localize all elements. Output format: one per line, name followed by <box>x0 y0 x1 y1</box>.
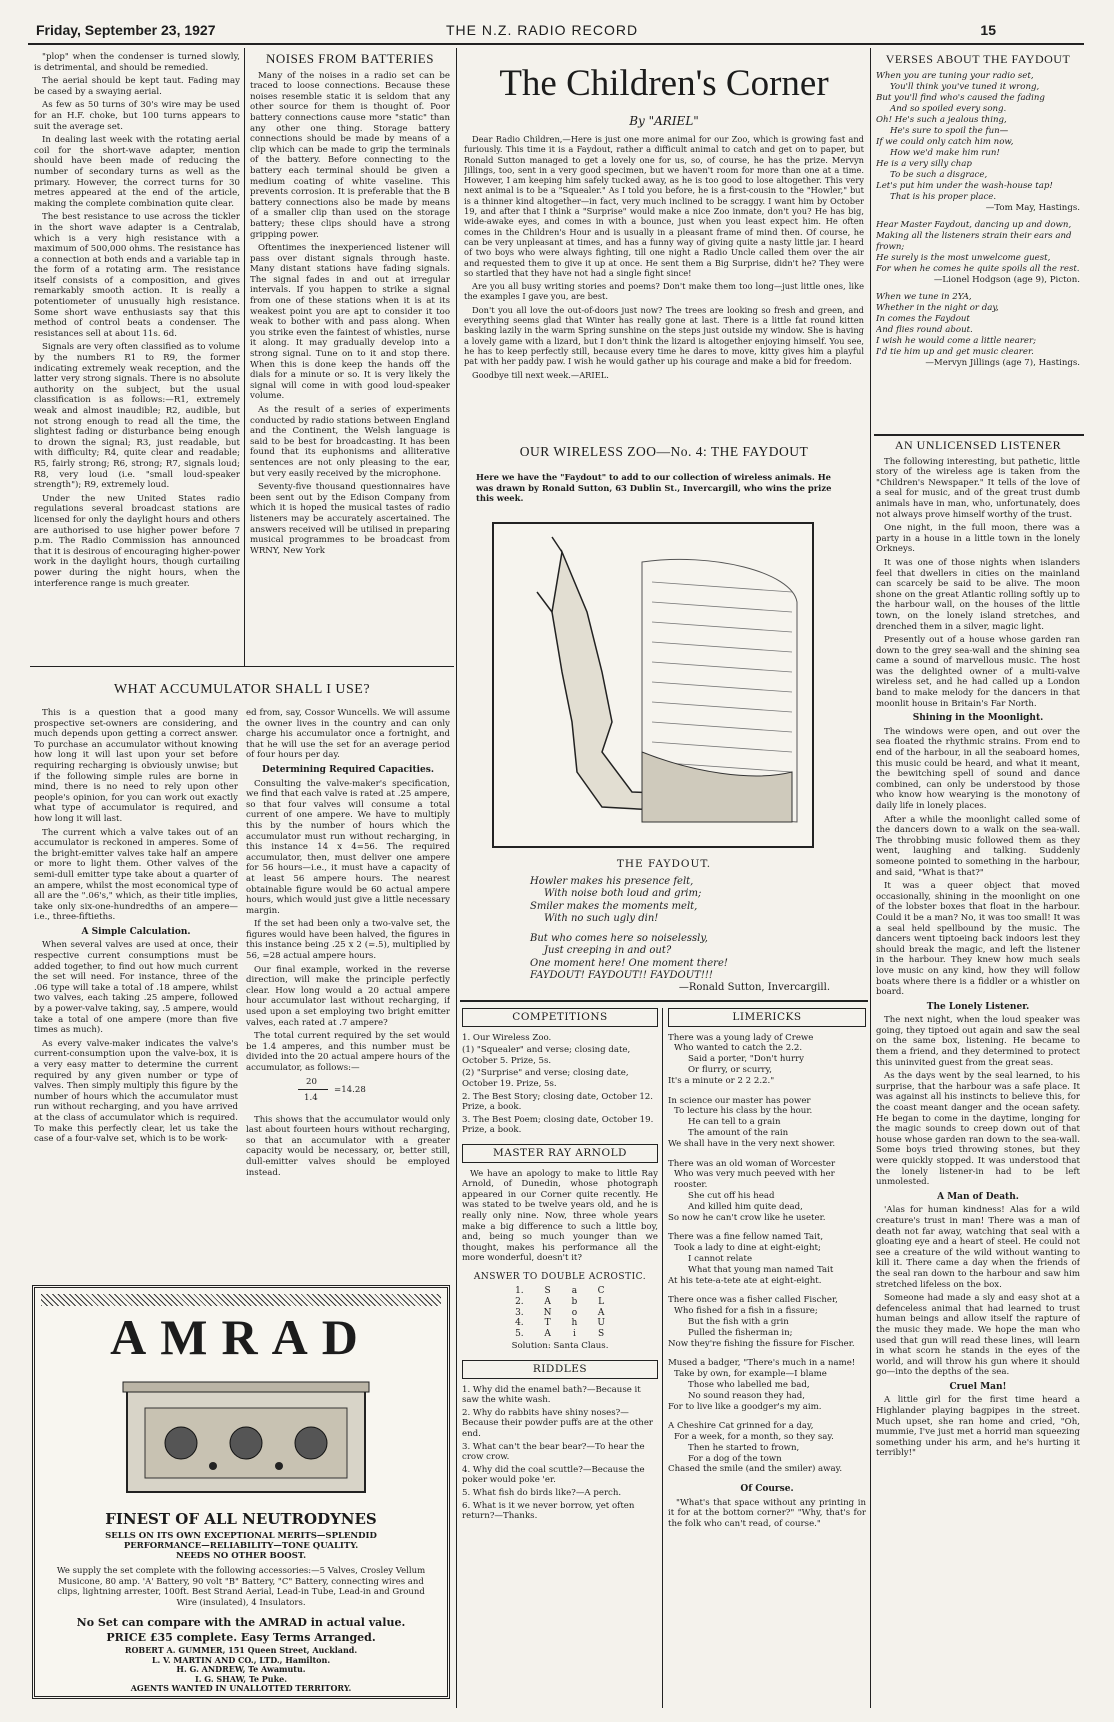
subheading: The Lonely Listener. <box>926 1001 1030 1012</box>
paragraph: 'Alas for human kindness! Alas for a wild creature's trust in man! There was a man of death not far away, watching that seal with a gloating eye and a heart of steel. He could not see a creature of the wild without wanting to kill it. There came a day when the friends of the seal ran down to the harbour and saw him stretched lifeless on the box. <box>876 1205 1080 1290</box>
ad-tag-line: SELLS ON ITS OWN EXCEPTIONAL MERITS—SPLENDID <box>105 1531 377 1541</box>
amrad-advert <box>32 1285 450 1699</box>
calc-result: =14.28 <box>334 1084 366 1095</box>
riddle-item: 2. Why do rabbits have shiny noses?—Because their powder puffs are at the other end. <box>462 1407 654 1439</box>
riddle-item: 4. Why did the coal scuttle?—Because the poker would poke 'er. <box>462 1464 645 1486</box>
paragraph: It was a queer object that moved occasionally, shining in the moonlight on one of the lobster boxes that float in the harbour. Could it be a man? No, it was too small! It was a seal held spellbound by the music. The dancers went tiptoeing back indoors lest they should break the magic, and left the listener in the harbour. They knew how much seals love music on any kind, how they will follow boats where there is a fiddler or a whistler on board. <box>876 881 1080 998</box>
byline: By "ARIEL" <box>629 114 699 128</box>
agent-line: L. V. MARTIN AND CO., LTD., Hamilton. <box>151 1654 331 1665</box>
verses-column <box>876 52 1080 432</box>
limerick: There was a young lady of Crewe Who wanted to catch the 2.2. Said a porter, "Don't hurry Or flurry, or scurry, It's a minute or 2 2 2.2." <box>668 1032 814 1086</box>
ad-tagline <box>35 1531 447 1561</box>
paragraph: When several valves are used at once, their respective current consumptions must be added together, to find out how much current the set will need. For instance, three of the .06 type will take a total of .18 ampere, whilst two valves, each taking .25 ampere, followed by a power-valve taking, say, .5 ampere, would take a total of one ampere (more than five times as much). <box>34 940 238 1036</box>
column-rule <box>870 48 871 1708</box>
verse-author: —Mervyn Jillings (age 7), Hastings. <box>925 357 1080 368</box>
limerick: There was an old woman of Worcester Who was very much peeved with her rooster. She cut off his head And killed him quite dead, So now he can't crow like he useter. <box>668 1158 836 1223</box>
paragraph: Signals are very often classified as to volume by the numbers R1 to R9, the former indicating extremely weak reception, and the latter very strong signals. There is no absolute authority on the subject, but the usual classification is as follows:—R1, extremely weak and almost inaudible; R2, audible, but not strong enough to read all the time, the slightest fading or disturbance being enough to drown the signal; R3, just readable, but with difficulty; R4, quite clear and readable; R5, fairly strong; R6, strong; R7, signals loud; R8, very loud (i.e. "small loud-speaker strength"); R9, extremely loud. <box>34 342 240 491</box>
ad-tag-line: PERFORMANCE—RELIABILITY—TONE QUALITY. <box>123 1541 359 1551</box>
poem-line: But who comes here so noiselessly, <box>530 933 708 945</box>
ad-agents <box>35 1646 447 1694</box>
competition-item: 1. Our Wireless Zoo. <box>462 1032 552 1043</box>
zoo-title: OUR WIRELESS ZOO—No. 4: THE FAYDOUT <box>519 444 809 459</box>
paragraph: The following interesting, but pathetic, little story of the wireless age is taken from the "Children's Newspaper." It tells of the love of a seal for music, and of the great trust dumb animals have in man, who, unfortunately, does not always prove himself worthy of the trust. <box>876 456 1080 520</box>
verse-author: —Tom May, Hastings. <box>985 202 1080 213</box>
paragraph: One night, in the full moon, there was a party in a house in a little town in the lonely Orkneys. <box>876 523 1080 555</box>
ad-body: We supply the set complete with the following accessories:—5 Valves, Crosley Vellum Musicone, 80 amp. 'A' Battery, 90 volt "B" Battery, "C" Battery, connecting wires and clips, lightning arrester, 100ft. Best Strand Aerial, Lead-in Tube, Lead-in and Ground Wire (insulated), 4 Insulators. <box>56 1566 426 1608</box>
poem-line: FAYDOUT! FAYDOUT!! FAYDOUT!!! <box>530 970 713 982</box>
poem-line: One moment here! One moment there! <box>530 957 728 969</box>
acrostic-table <box>505 1286 615 1339</box>
accumulator-left <box>34 708 238 1273</box>
paragraph: Many of the noises in a radio set can be traced to loose connections. Because these noises resemble static it is seldom that any other source for them is thought of. Poor battery connections cause more "static" than any other one thing. Storage battery connections should be made by means of a clip which can be made to grip the terminals of the battery. Before connecting to the battery each terminal should be given a medium coating of white vaseline. This prevents corrosion. It is preferable that the B battery connections also be made by means of a smaller clip than used on the storage battery; these clips should have a strong gripping power. <box>250 70 450 240</box>
subheading: A Simple Calculation. <box>81 926 191 937</box>
verse: When we tune in 2YA, Whether in the night or day, In comes the Faydout And flies round about. I wish he would come a little nearer; I'd tie him up and get music clearer. —Mervyn Jillings (age 7), Hastings. <box>876 291 1080 368</box>
paragraph: A little girl for the first time heard a Highlander playing bagpipes in the street. Much upset, she ran home and cried, "Oh, mummie, I've just met a horrid man squeezing something under his arm, and he's hurting it terribly!" <box>876 1395 1080 1459</box>
riddle-item: 3. What can't the bear bear?—To hear the crow crow. <box>462 1441 645 1463</box>
ray-arnold-title: MASTER RAY ARNOLD <box>462 1144 658 1163</box>
verses-title: VERSES ABOUT THE FAYDOUT <box>885 52 1071 66</box>
paragraph: Under the new United States radio regulations several broadcast stations are licensed for only the daylight hours and others are authorised to use higher power before 7 p.m. The Radio Commission has announced that it is desirous of encouraging higher-power work in the daylight hours, though curtailing power during the night hours, when the interference range is much greater. <box>34 493 240 589</box>
agent-footer: AGENTS WANTED IN UNALLOTTED TERRITORY. <box>130 1683 352 1693</box>
paragraph: The best resistance to use across the tickler in the short wave adapter is a Centralab, which is a very high resistance with a maximum of 500,000 ohms. The resistance has a connection at both ends and a variable tap in the form of a rotating arm. The resistance itself consists of a composition, and gives remarkably smooth action. It is really a potentiometer of unusually high resistance. Some short wave enthusiasts say that this method of control beats a condenser. The resistances sell at about 11s. 6d. <box>34 212 240 339</box>
calc-divider <box>298 1089 328 1090</box>
subheading: Of Course. <box>740 1484 794 1495</box>
knob <box>275 1462 283 1470</box>
paragraph: This is a question that a good many prospective set-owners are considering, and much depends upon getting a correct answer. To purchase an accumulator without knowing how long it will last upon your set before requiring recharging is obviously unwise; but if the following simple rules are borne in mind, there is no need to rely upon other people's opinion, for you can work out exactly what type of accumulator is required, and how long it will last. <box>34 708 238 824</box>
paragraph: Our final example, worked in the reverse direction, will make the principle perfectly clear. How long would a 20 actual ampere hour accumulator last without recharging, if used upon a set employing two bright emitter valves, each rated at .7 ampere? <box>246 964 450 1028</box>
zoo-intro: Here we have the "Faydout" to add to our collection of wireless animals. He was drawn by Ronald Sutton, 63 Dublin St., Invercargill, who wins the prize this week. <box>476 472 832 503</box>
limericks-column <box>668 1008 866 1708</box>
column-rule <box>456 48 457 1708</box>
paragraph: "plop" when the condenser is turned slowly, is detrimental, and should be remedied. <box>34 52 240 73</box>
radio-notes-column <box>34 52 240 664</box>
paragraph: If the set had been only a two-valve set, the figures would have been halved, the figures in this instance being .25 x 2 (=.5), multiplied by 56, =28 actual ampere hours. <box>246 919 450 962</box>
limerick: Mused a badger, "There's much in a name! Take by own, for example—I blame Those who labelled me bad, No sound reason they had, For to live like a goodger's my aim. <box>668 1358 856 1412</box>
page-number: 15 <box>980 22 996 38</box>
paragraph: Don't you all love the out-of-doors just now? The trees are looking so fresh and green, and everything seems glad that Winter has really gone at last. There is a little fat round kitten basking lazily in the warm Spring sunshine on the steps just outside my window. She is having a lovely game with a lizard, but I don't think the lizard is altogether enjoying himself. You see, he has to keep perfectly still, because every time he dares to move, kitty gives him a playful pat with her paddy paw. I wish he would gather up his courage and make a bid for freedom. <box>464 304 864 367</box>
ad-tag-line: NEEDS NO OTHER BOOST. <box>175 1551 307 1561</box>
agent-line: ROBERT A. GUMMER, 151 Queen Street, Auckland. <box>124 1645 358 1655</box>
limerick: There was a fine fellow named Tait, Took a lady to dine at eight-eight; I cannot relate What that young man named Tait At his tete-a-tete ate at eight-eight. <box>668 1232 834 1286</box>
article-title: NOISES FROM BATTERIES <box>266 52 434 66</box>
paragraph: ed from, say, Cossor Wuncells. We will assume the owner lives in the country and can only charge his accumulator once a fortnight, and that he will use the set for an average period of four hours per day. <box>246 708 450 761</box>
listener-title: AN UNLICENSED LISTENER <box>894 438 1062 452</box>
ad-headline: FINEST OF ALL NEUTRODYNES <box>105 1510 377 1528</box>
dial-right <box>295 1427 327 1459</box>
paper-name: THE N.Z. RADIO RECORD <box>446 22 639 38</box>
riddle-item: 1. Why did the enamel bath?—Because it saw the white wash. <box>462 1384 641 1406</box>
calc-denominator: 1.4 <box>304 1092 318 1103</box>
paragraph: This shows that the accumulator would only last about fourteen hours without recharging, so that an accumulator with a greater capacity would be necessary, or, better still, dull-emitter valves should be employed instead. <box>246 1114 450 1178</box>
subheading: A Man of Death. <box>937 1191 1019 1202</box>
ad-brand: AMRAD <box>110 1309 372 1365</box>
issue-date: Friday, September 23, 1927 <box>36 22 216 38</box>
section-rule <box>460 1000 868 1002</box>
ariel-letter <box>464 134 864 434</box>
competitions-title: COMPETITIONS <box>462 1008 658 1027</box>
paragraph: Presently out of a house whose garden ran down to the grey sea-wall and the shining sea came a sound of marvellous music. The host was the delighted owner of a multi-valve wireless set, and he had called up a London band to make melody for the dancers in that moonlit house in Britain's Far North. <box>876 635 1080 709</box>
acrostic-solution: Solution: Santa Claus. <box>511 1341 609 1352</box>
subheading: Cruel Man! <box>949 1381 1007 1392</box>
paragraph: In dealing last week with the rotating aerial coil for the short-wave adapter, mention should have been made of reducing the number of secondary turns as well as the primary. However, the correct turns for 30 metres appeared at the end of the article, making the complete combination quite clear. <box>34 135 240 209</box>
paragraph: Consulting the valve-maker's specification, we find that each valve is rated at .25 ampere, so that four valves will consume a total current of one ampere. We have to multiply this by the number of hours which the accumulator must run without recharging, in this instance 14 x 4=56. The required accumulator, then, must deliver one ampere for 56 hours—i.e., it must have a capacity of at least 56 ampere hours. The nearest obtainable figure would be 60 actual ampere hours, which would just give a little necessary margin. <box>246 778 450 916</box>
paragraph: As few as 50 turns of 30's wire may be used for an H.F. choke, but 100 turns appears to suit the average set. <box>34 100 240 132</box>
verse-author: —Lionel Hodgson (age 9), Picton. <box>933 274 1080 285</box>
section-rule <box>30 666 454 667</box>
paragraph: The aerial should be kept taut. Fading may be cased by a swaying aerial. <box>34 76 240 97</box>
calculation <box>246 1077 450 1111</box>
paragraph: As the days went by the seal learned, to his surprise, that the harbour was a safe place. It was against all his instincts to believe this, for the coast meant danger and the ocean safety. He began to come in the daytime, longing for the magic sounds to creep down out of that house whose garden ran down to the sea-wall. Some boys tried throwing stones, but they were quickly stopped. It was understood that the lonely listener-in had to be left unmolested. <box>876 1071 1080 1188</box>
paragraph: Dear Radio Children,—Here is just one more animal for our Zoo, which is growing fast and furiously. This time it is a Faydout, rather a difficult animal to catch and get on to paper, but Ronald Sutton managed to get a lovely one for us, so, of course, he has the prize. Mervyn Jillings, too, sent in a very good specimen, but we haven't room for more than one at a time. However, I am keeping him safely tucked away, as he is too good to lose altogether. This very next animal is to be a "Squealer." As I told you before, he is a first-cousin to the "Howler," but is a thinner kind altogether—in fact, very much inclined to be scraggy. I want him by October 19, and after that I think a "Surprise" would make a nice Zoo inmate, don't you? He has big, wide-awake eyes, and comes in with a bounce, just when you least expect him. He often comes in the Children's Hour and is usually in a pleasant frame of mind then. Of course, he can be very unpleasant at times, and has a funny way of giving quite a nasty little jar. I heard of two boys who were always fighting, till one night a Radio Uncle called them over the air and requested them to give it up at once. He sent them a Big Surprise, didn't he? They were so startled that they have not had a single fight since! <box>464 134 864 278</box>
paragraph: After a while the moonlight called some of the dancers down to a walk on the sea-wall. The throbbing music followed them as they went, laughing and talking. Suddenly someone pointed to something in the harbour, and said, "What is that?" <box>876 814 1080 878</box>
accumulator-title: WHAT ACCUMULATOR SHALL I USE? <box>113 682 371 697</box>
faydout-poem <box>530 876 830 995</box>
poem-line: With no such ugly din! <box>544 912 659 924</box>
paragraph: Seventy-five thousand questionnaires have been sent out by the Edison Company from which it is hoped the musical tastes of radio listeners may be accurately ascertained. The answers received will be utilised in preparing musical programmes to be broadcast from WRNY, New York <box>250 482 450 556</box>
poem-line: Just creeping in and out? <box>544 945 672 957</box>
verse: When you are tuning your radio set, You'll think you've tuned it wrong, But you'll find who's caused the fading And so spoiled every song. Oh! He's such a jealous thing, He's sure to spoil the fun— If we could only catch him now, How we'd make him run! He is a very silly chap To be such a disgrace, Let's put him under the wash-house tap! That is his proper place. —Tom May, Hastings. <box>876 70 1080 213</box>
competition-item: 2. The Best Story; closing date, October 12. Prize, a book. <box>462 1091 653 1113</box>
paragraph: As the result of a series of experiments conducted by radio stations between England and the Continent, the Welsh language is said to be best for broadcasting. It has been found that its euphonisms and alliterative sentences are not only pleasing to the ear, but very easily received by the microphone. <box>250 405 450 479</box>
competition-item: 3. The Best Poem; closing date, October 19. Prize, a book. <box>462 1114 654 1136</box>
masthead <box>36 22 1076 42</box>
competition-item: (2) "Surprise" and verse; closing date, October 19. Prize, 5s. <box>462 1068 629 1089</box>
paragraph: Someone had made a sly and easy shot at a defenceless animal that had learned to trust human beings and allow itself the rapture of the music they made. We hope the man who used that gun will read these lines, will learn in what scorn he stands in the eyes of the world, and will throw his gun where it should go—into the depths of the sea. <box>876 1293 1080 1378</box>
ad-compare: No Set can compare with the AMRAD in actual value. <box>76 1616 406 1629</box>
radio-lid <box>123 1382 369 1392</box>
ray-arnold-text: We have an apology to make to little Ray Arnold, of Dunedin, whose photograph appeared in our Corner quite recently. He was stated to be twelve years old, and he is really only nine. Now, three whole years make a big difference to such a little boy, and, being so much younger than we thought, makes his performance all the more wonderful, doesn't it? <box>462 1168 658 1264</box>
acrostic-row: 2. A b L <box>515 1297 605 1308</box>
riddles-title: RIDDLES <box>462 1360 658 1379</box>
limerick: A Cheshire Cat grinned for a day, For a week, for a month, so they say. Then he started to frown, For a dog of the town Chased the smile (and the smiler) away. <box>668 1421 843 1475</box>
limericks-title: LIMERICKS <box>668 1008 866 1027</box>
paragraph: The next night, when the loud speaker was going, they tiptoed out again and saw the seal on the same box, listening. He became to them a friend, and they determined to protect this uninvited guest from the great seas. <box>876 1015 1080 1068</box>
ad-border-hatch <box>41 1294 441 1306</box>
acrostic-title: ANSWER TO DOUBLE ACROSTIC. <box>473 1271 647 1282</box>
poem-line: Howler makes his presence felt, <box>530 876 694 887</box>
column-rule <box>662 1008 663 1708</box>
of-course-joke: "What's that space without any printing in it for at the bottom corner?" "Why, that's for the folk who can't read, of course." <box>668 1497 866 1530</box>
agent-line: H. G. ANDREW, Te Awamutu. <box>176 1664 306 1674</box>
section-rule <box>874 434 1084 436</box>
paragraph: The windows were open, and out over the sea floated the rhythmic strains. From end to end of the harbour, in all the seaboard homes, this music could be heard, and what it meant, the bewitching spell of sound and dance combined, can only be understood by those who know how wearying is the monotony of daily life in lonely places. <box>876 726 1080 811</box>
competition-item: (1) "Squealer" and verse; closing date, October 5. Prize, 5s. <box>462 1045 631 1066</box>
knob <box>209 1462 217 1470</box>
verse: Hear Master Faydout, dancing up and down, Making all the listeners strain their ears and frown; He surely is the most unwelcome guest, For when he comes he quite spoils all the rest. —Lionel Hodgson (age 9), Picton. <box>876 219 1080 285</box>
limerick: In science our master has power To lecture his class by the hour. He can tell to a grain The amount of the rain We shall have in the very next shower. <box>668 1095 836 1149</box>
faydout-drawing <box>492 522 814 848</box>
poem-line: Smiler makes the moments melt, <box>530 900 698 912</box>
paragraph: The total current required by the set would be 1.4 amperes, and this number must be divided into the 20 actual ampere hours of the accumulator, as follows:— <box>246 1031 450 1073</box>
calc-numerator: 20 <box>306 1076 317 1087</box>
accumulator-right <box>246 708 450 1273</box>
drawing-caption: THE FAYDOUT. <box>616 858 712 870</box>
dial-left <box>165 1427 197 1459</box>
poem-line: With noise both loud and grim; <box>544 888 702 900</box>
subheading: Determining Required Capacities. <box>262 764 434 775</box>
paragraph: As every valve-maker indicates the valve's current-consumption upon the valve-box, it is a very easy matter to determine the current required by any given number or type of valves. Then simply multiply this figure by the number of hours which the accumulator must run without recharging, and you have arrived at the class of accumulator which is required. To make this perfectly clear, let us take the case of a four-valve set, which is to be work- <box>34 1038 238 1145</box>
unlicensed-listener-article <box>876 438 1080 1708</box>
subheading: Shining in the Moonlight. <box>912 713 1044 724</box>
poem-signature: —Ronald Sutton, Invercargill. <box>678 982 830 994</box>
masthead-rule <box>28 43 1084 45</box>
acrostic-row: 3. N o A <box>515 1307 605 1318</box>
paragraph: The current which a valve takes out of an accumulator is reckoned in amperes. Some of the bright-emitter valves take half an ampere or more to light them. Other valves of the semi-dull emitter type take about a quarter of an ampere, whilst the most economical type of all are the ".06's," which, as their title implies, take only six-one-hundredths of an ampere—i.e., three-fiftieths. <box>34 827 238 923</box>
paragraph: Oftentimes the inexperienced listener will pass over distant signals through haste. Many distant stations have fading signals. The signal fades in and out at irregular intervals. If you happen to strike a signal from one of these stations when it is at its weakest point you are apt to consider it too weak to bother with and pass along. When you strike even the faintest of whistles, nurse it along. It may gradually develop into a strong signal. Tune on to it and stop there. When this is done keep the hands off the dials for a minute or so. It is very likely the signal will come in with good loud-speaker volume. <box>250 243 450 402</box>
dial-center <box>230 1427 262 1459</box>
radio-set-illustration <box>121 1378 371 1498</box>
ad-price: PRICE £35 complete. Easy Terms Arranged. <box>106 1631 376 1644</box>
agent-line: I. G. SHAW, Te Puke. <box>194 1673 288 1684</box>
acrostic-row: 4. T h U <box>515 1318 605 1329</box>
riddle-item: 5. What fish do birds like?—A perch. <box>462 1487 622 1498</box>
childrens-corner-title: The Children's Corner <box>499 63 829 104</box>
limerick: There once was a fisher called Fischer, Who fished for a fish in a fissure; But the fish with a grin Pulled the fisherman in; Now they're fishing the fissure for Fischer. <box>668 1295 855 1349</box>
acrostic-row: 1. S a C <box>515 1286 605 1297</box>
paragraph: Are you all busy writing stories and poems? Don't make them too long—just little ones, like the examples I gave you, are best. <box>464 281 864 302</box>
noises-article <box>250 52 450 664</box>
paragraph: Goodbye till next week.—ARIEL. <box>472 369 609 380</box>
riddle-item: 6. What is it we never borrow, yet often return?—Thanks. <box>462 1500 635 1522</box>
column-rule <box>244 48 245 666</box>
competitions-column <box>462 1008 658 1708</box>
paragraph: It was one of those nights when islanders feel that dwellers in cities on the mainland can scarcely be said to be alive. The moon shone on the great Atlantic rolling softly up to the harbour wall, on the houses of the little town, on the lonely island stretches, and drenched them in a silver, magic light. <box>876 557 1080 632</box>
acrostic-row: 5. A i S <box>515 1328 605 1339</box>
